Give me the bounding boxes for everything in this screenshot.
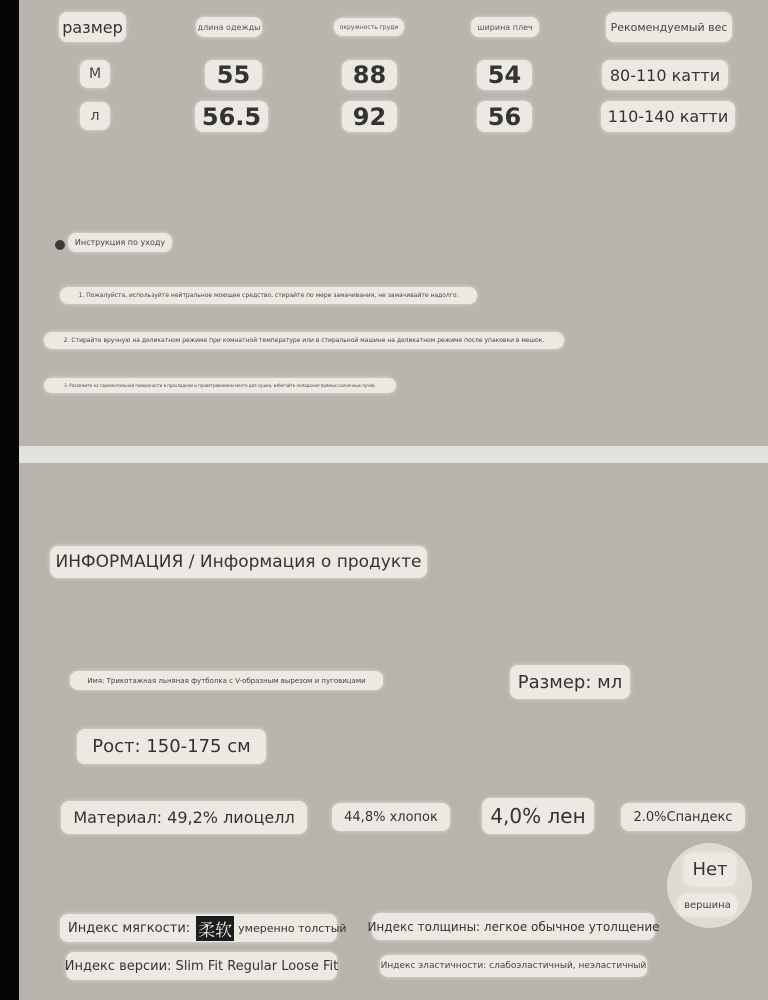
section-divider [19, 446, 768, 463]
row-m-weight: 80-110 катти [602, 60, 728, 90]
header-weight: Рекомендуемый вес [606, 12, 732, 42]
header-length: длина одежды [196, 17, 262, 37]
row-l-weight: 110-140 катти [601, 101, 735, 132]
row-m-size: M [80, 60, 110, 88]
bullet-icon [55, 240, 65, 250]
elasticity-index: Индекс эластичности: слабоэластичный, неэластичный [380, 955, 647, 977]
care-item-1: 1. Пожалуйста, используйте нейтральное моющее средство, стирайте по мере замачивания, не замачивайте надолго. [60, 287, 477, 304]
header-shoulder: ширина плеч [471, 17, 539, 37]
care-item-2: 2. Стирайте вручную на деликатном режиме при комнатной температуре или в стиральной машине на деликатном режиме после упаковки в мешок. [44, 332, 564, 349]
care-title: Инструкция по уходу [68, 233, 172, 252]
material-cotton: 44,8% хлопок [332, 803, 450, 831]
softness-chars: 柔软 [196, 916, 234, 941]
product-size: Размер: мл [510, 665, 630, 699]
row-l-length: 56.5 [195, 101, 268, 132]
header-size: размер [59, 12, 126, 42]
product-name: Имя: Трикотажная льняная футболка с V-образным вырезом и пуговицами [70, 671, 383, 690]
row-m-shoulder: 54 [477, 60, 532, 90]
material-lyocell: Материал: 49,2% лиоцелл [61, 801, 307, 834]
row-l-size: л [80, 102, 110, 130]
row-m-length: 55 [205, 60, 262, 90]
info-heading: ИНФОРМАЦИЯ / Информация о продукте [50, 546, 427, 578]
care-item-3: 3. Разложите на горизонтальной поверхности в прохладном и проветриваемом месте для сушки, избегайте попадания прямых солнечных лучей. [44, 378, 396, 393]
material-linen: 4,0% лен [482, 798, 594, 834]
badge-sub: вершина [678, 894, 737, 916]
header-bust: окружность груди [334, 18, 404, 36]
softness-index [60, 914, 347, 942]
row-l-bust: 92 [342, 101, 397, 132]
material-spandex: 2.0%Спандекс [621, 803, 745, 831]
row-m-bust: 88 [342, 60, 397, 90]
left-edge-bar [0, 0, 19, 1000]
row-l-shoulder: 56 [477, 101, 532, 132]
softness-value: умеренно толстый [238, 921, 347, 935]
thickness-index: Индекс толщины: легкое обычное утолщение [372, 913, 655, 940]
softness-label: Индекс мягкости: [68, 920, 191, 936]
version-index: Индекс версии: Slim Fit Regular Loose Fit [66, 952, 337, 980]
badge-label: Нет [684, 853, 736, 886]
product-height: Рост: 150-175 см [77, 729, 266, 764]
